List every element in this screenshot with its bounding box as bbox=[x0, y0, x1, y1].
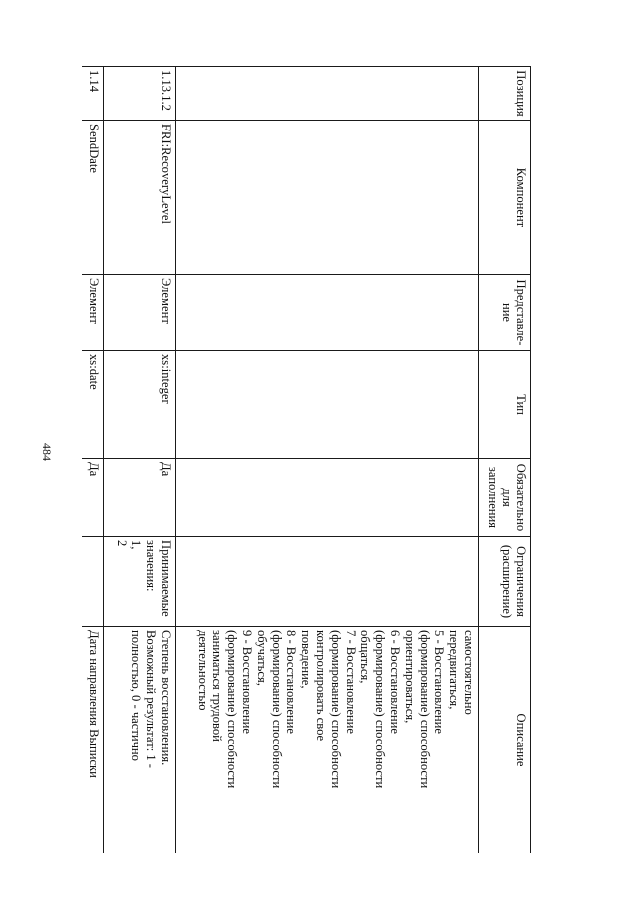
description-line: ориентироваться, bbox=[402, 630, 417, 724]
header-description: Описание bbox=[479, 627, 531, 854]
rotated-page-content bbox=[82, 66, 531, 853]
restriction-line: 1, bbox=[129, 540, 144, 550]
cell-representation: Элемент bbox=[104, 275, 176, 351]
restriction-line: Принимаемые bbox=[159, 540, 173, 617]
cell-type: xs:integer bbox=[104, 351, 176, 459]
cell-mandatory: Да bbox=[82, 459, 104, 537]
description-line: (формирование) способности bbox=[225, 630, 240, 789]
cell-mandatory bbox=[176, 459, 479, 537]
restriction-line: значения: bbox=[144, 540, 159, 592]
table-row bbox=[104, 67, 176, 854]
cell-representation bbox=[176, 275, 479, 351]
cell-restrictions bbox=[176, 537, 479, 627]
cell-description bbox=[176, 627, 479, 854]
cell-restrictions bbox=[104, 537, 176, 627]
description-line: Степень восстановления. bbox=[159, 630, 173, 766]
header-type: Тип bbox=[479, 351, 531, 459]
description-line: 5 - Восстановление bbox=[432, 630, 447, 734]
cell-position: 1.14 bbox=[82, 67, 104, 121]
cell-description bbox=[82, 627, 104, 854]
description-line: Возможный результат: 1 - bbox=[144, 630, 159, 768]
table-row-continuation bbox=[176, 67, 479, 854]
header-representation: Представле-ние bbox=[479, 275, 531, 351]
description-line: (формирование) способности bbox=[417, 630, 432, 789]
description-line: заниматься трудовой bbox=[210, 630, 225, 742]
table-header-row bbox=[479, 67, 531, 854]
description-line: (формирование) способности bbox=[373, 630, 388, 789]
table-row bbox=[82, 67, 104, 854]
cell-position bbox=[176, 67, 479, 121]
header-component: Компонент bbox=[479, 121, 531, 275]
cell-type: xs:date bbox=[82, 351, 104, 459]
cell-component: SendDate bbox=[82, 121, 104, 275]
description-line: поведение, bbox=[299, 630, 314, 689]
cell-description bbox=[104, 627, 176, 854]
page-number: 484 bbox=[40, 443, 54, 461]
description-line: общаться, bbox=[358, 630, 373, 684]
restriction-line: 2 bbox=[114, 540, 129, 547]
description-line: (формирование) способности bbox=[269, 630, 284, 789]
cell-type bbox=[176, 351, 479, 459]
description-line: (формирование) способности bbox=[328, 630, 343, 789]
description-line: 9 - Восстановление bbox=[240, 630, 255, 734]
description-line: обучаться, bbox=[254, 630, 269, 686]
cell-component: FRI:RecoveryLevel bbox=[104, 121, 176, 275]
description-line: полностью, 0 - частично bbox=[129, 630, 144, 761]
description-line: 7 - Восстановление bbox=[343, 630, 358, 734]
description-line: контролировать свое bbox=[314, 630, 329, 742]
description-line: деятельностью bbox=[195, 630, 210, 711]
cell-position: 1.13.1.2 bbox=[104, 67, 176, 121]
cell-representation: Элемент bbox=[82, 275, 104, 351]
cell-mandatory: Да bbox=[104, 459, 176, 537]
header-mandatory: Обязательно для заполнения bbox=[479, 459, 531, 537]
rotated-table-frame bbox=[82, 66, 531, 853]
header-restrictions: Ограничения (расширение) bbox=[479, 537, 531, 627]
description-line: 8 - Восстановление bbox=[284, 630, 299, 734]
header-position: Позиция bbox=[479, 67, 531, 121]
cell-restrictions bbox=[82, 537, 104, 627]
specification-table bbox=[82, 66, 531, 853]
description-line: Дата направления Выписки bbox=[87, 630, 101, 778]
description-line: передвигаться, bbox=[447, 630, 462, 710]
description-line: самостоятельно bbox=[462, 630, 476, 715]
description-line: 6 - Восстановление bbox=[388, 630, 403, 734]
cell-component bbox=[176, 121, 479, 275]
